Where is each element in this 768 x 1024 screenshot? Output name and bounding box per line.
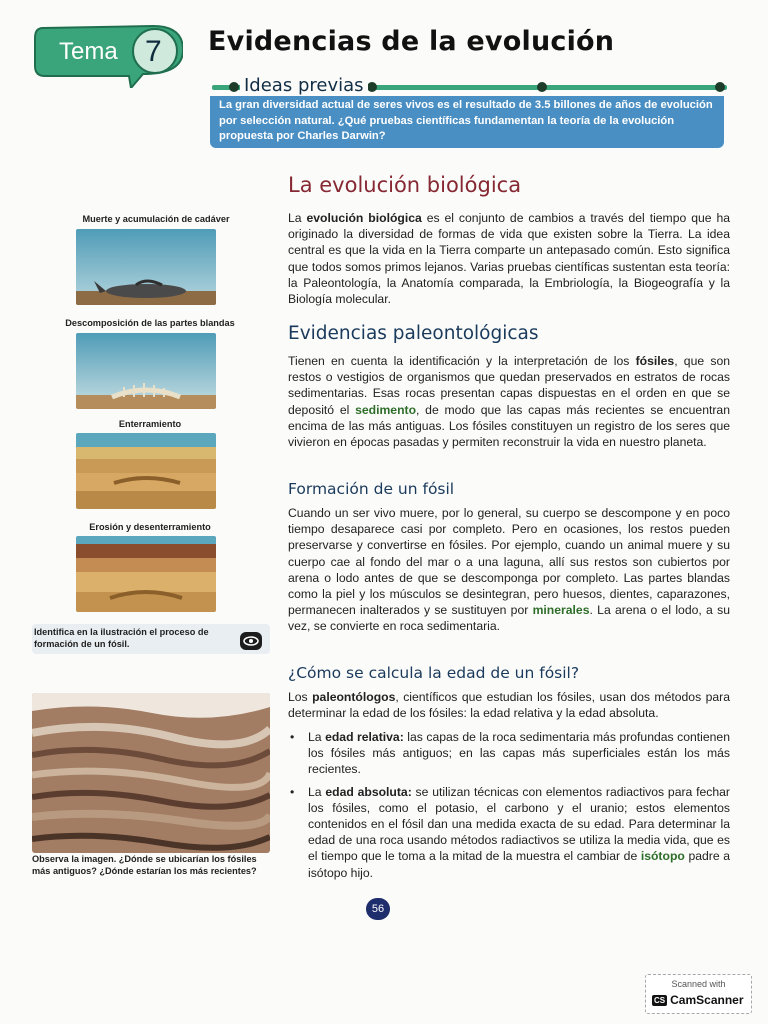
list-item [288,729,730,778]
text-span: . La arena o el lodo, a su vez, se convierte en roca sedimentaria. [288,603,730,634]
text-span: Tienen en cuenta la identificación y la interpretación de los [288,354,636,368]
text-span: padre a isótopo hijo. [308,849,730,880]
paragraph-formacion [288,505,730,635]
text-span: se utilizan técnicas con elementos radiactivos para fechar los fósiles, como el potasio, el carbono y el uranio; estos elementos contenidos en el fósil dan una medida exacta de su edad. Para determinar la edad de una roca usando métodos radiactivos se utiliza la media vida, que es el tiempo que le toma a la mitad de la muestra el cambiar de [308,784,730,864]
section-title-evolucion: La evolución biológica [288,173,522,197]
bullet-marker: • [290,784,295,799]
figure-caption-2: Descomposición de las partes blandas [65,318,235,328]
photo-caption: Observa la imagen. ¿Dónde se ubicarían los fósiles más antiguos? ¿Dónde estarían los más recientes? [32,854,257,876]
eye-icon [240,632,262,650]
tema-tab [33,22,183,88]
page-title: Evidencias de la evolución [208,26,615,57]
scanner-caption: Scanned with [671,979,726,989]
keyword-minerales: minerales [532,603,590,618]
text-span: La [288,211,307,225]
text-span: Los [288,690,313,704]
paragraph-paleontologicas [288,353,730,450]
text-span: , que son restos o vestigios de organismos que quedan preservados en estratos de rocas sedimentarias. Esas rocas presentan capas dispuestas en el orden en que se depositó el [288,354,730,417]
text-span: es el conjunto de cambios a través del tiempo que ha originado la diversidad de formas de vida que existen sobre la Tierra. La idea central es que la vida en la Tierra comparte un antepasado común. Esto significa que todos somos primos lejanos. Varias pruebas científicas sustentan esta teoría: la Paleontología, la Anatomía comparada, la Embriología, la Biogeografía y la Biología molecular. [288,211,731,307]
keyword-edad-absoluta: edad absoluta: [325,784,412,799]
section-title-paleontologicas: Evidencias paleontológicas [288,323,539,344]
fossil-illustration-2 [76,333,216,409]
keyword-fosiles: fósiles [635,354,675,368]
section-title-formacion: Formación de un fósil [288,480,455,498]
fossil-illustration-4 [76,536,216,612]
text-span: La [308,784,326,799]
keyword-edad-relativa: edad relativa: [325,730,404,744]
tema-label: Tema [59,38,118,65]
text-span: las capas de la roca sedimentaria más profundas contienen los fósiles más antiguos; en las capas más superficiales están los más recientes. [308,730,730,777]
paragraph-evolucion [288,210,730,307]
keyword-isotopo: isótopo [640,849,685,864]
page-number: 56 [366,898,390,920]
keyword-paleontologos: paleontólogos [312,690,396,704]
camscanner-logo-icon: CS [654,996,666,1005]
figure-caption-4: Erosión y desenterramiento [89,522,211,532]
figure-caption-3: Enterramiento [118,419,182,429]
camscanner-watermark [645,974,752,1014]
fossil-illustration-1 [76,229,216,305]
keyword-sedimento: sedimento [355,402,417,417]
bullet-list-edad [288,729,730,887]
list-item [288,784,730,881]
section-title-edad: ¿Cómo se calcula la edad de un fósil? [288,664,580,682]
text-span: La [308,730,326,744]
activity-note: Identifica en la ilustración el proceso de formación de un fósil. [32,624,270,654]
keyword-evolucion-biologica: evolución biológica [306,211,422,225]
figure-caption-1: Muerte y acumulación de cadáver [82,214,230,224]
ideas-previas-box: La gran diversidad actual de seres vivos es el resultado de 3.5 billones de años de evolución por selección natural. ¿Qué pruebas científicas fundamentan la teoría de la evolución propuesta por Charles Darwin? [210,96,724,148]
scanner-brand [652,993,744,1007]
text-span: , científicos que estudian los fósiles, usan dos métodos para determinar la edad de los fósiles: la edad relativa y la edad absoluta. [288,690,730,721]
text-span: Cuando un ser vivo muere, por lo general, su cuerpo se descompone y en poco tiempo desaparece casi por completo. Pero en ocasiones, los restos pueden preservarse y convertirse en fósiles. Por ejemplo, cuando un animal muere y su cuerpo cae al fondo del mar o a una laguna, allí sus restos son cubiertos por arena o lodo antes de que se descomponga por completo. Las partes blandas como la piel y los músculos se desintegran, pero huesos, dientes, caparazones, permanecen inalterados y se sustituyen por [288,506,730,618]
paragraph-edad [288,689,730,721]
bullet-marker: • [290,730,295,744]
fossil-illustration-3 [76,433,216,509]
ideas-previas-title: Ideas previas [240,75,368,96]
rock-strata-photo [32,693,270,853]
text-span: , de modo que las capas más recientes se encuentran encima de las más antiguas. Los fósiles constituyen un registro de los seres que vivieron en épocas pasadas y permiten reconstruir la vida en nuestro planeta. [288,402,730,450]
tema-number: 7 [145,35,162,68]
scanner-name: CamScanner [670,993,744,1007]
